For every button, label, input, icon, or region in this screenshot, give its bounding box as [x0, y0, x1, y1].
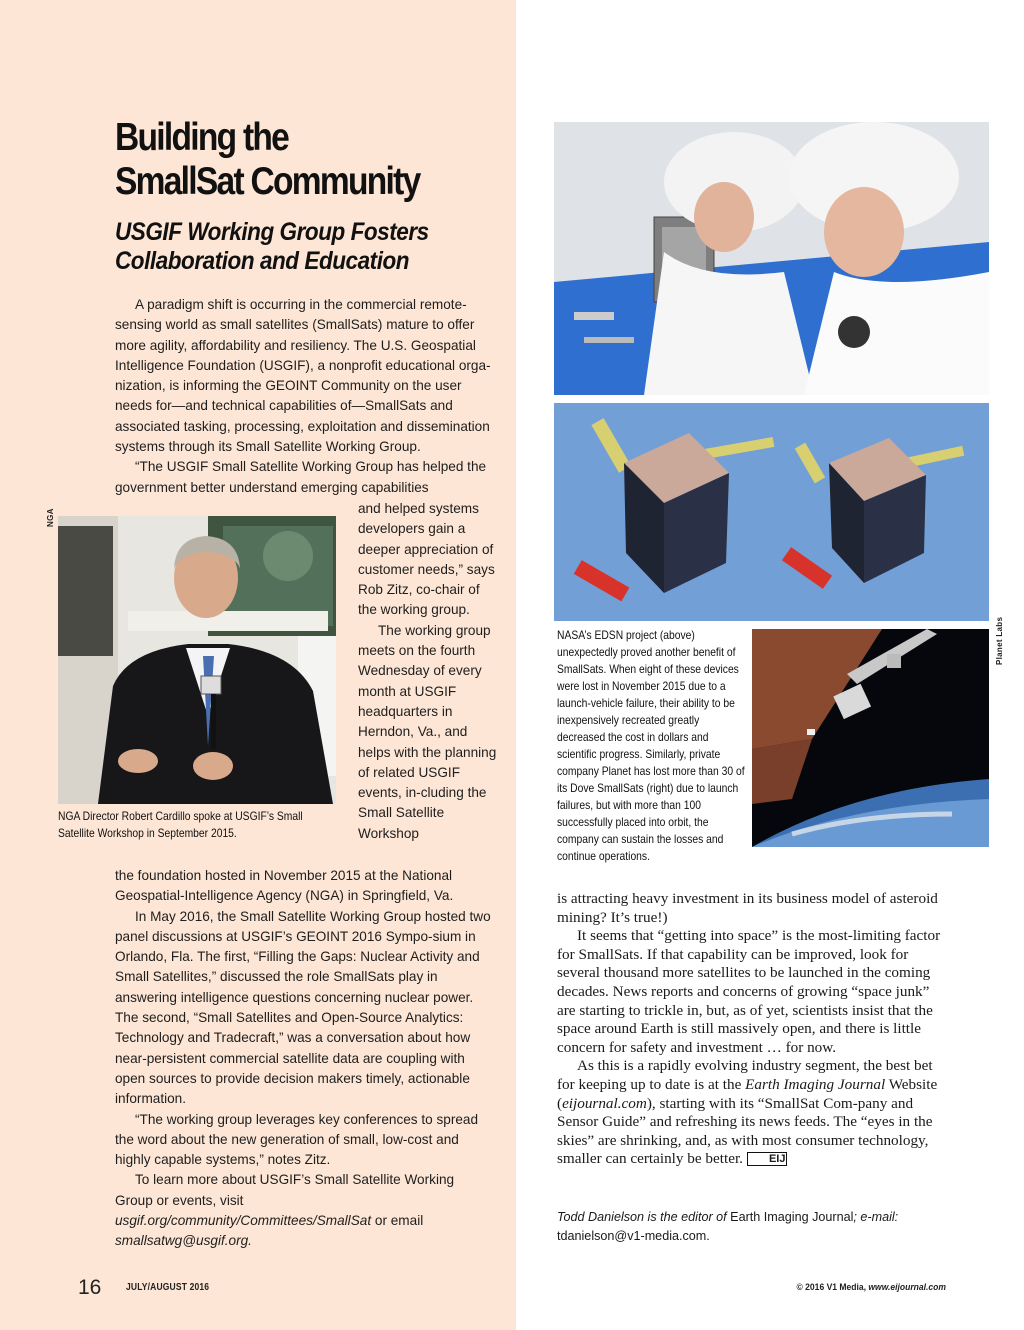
main-paragraph: It seems that “getting into space” is the most-limiting factor for SmallSats. If that capability can be improved, look for several thousand more satellites to be launched in the coming decades. News reports and concerns of growing “space junk” are starting to trickle in, but, as of yet, scientists insist that the space around Earth is still massively open, and there is little concern for safety and investment … for now. — [557, 927, 941, 1056]
website-link[interactable]: eijournal.com — [562, 1094, 647, 1112]
article-subtitle — [115, 218, 457, 276]
sidebar-paragraph: the foundation hosted in November 2015 at the National Geospatial-Intelligence Agency (NGA) in Springfield, Va. — [115, 868, 454, 904]
issue-date: JULY/AUGUST 2016 — [126, 1282, 210, 1293]
photo-caption-nga: NGA Director Robert Cardillo spoke at USGIF’s Small Satellite Workshop in September 2015. — [58, 809, 303, 840]
sidebar-paragraph: A paradigm shift is occurring in the commercial remote-sensing world as small satellites (SmallSats) mature to offer more agility, affordability and resiliency. The U.S. Geospatial Intelligence Foundation (USGIF), a nonprofit educational orga-nization, is informing the GEOINT Community on the user needs for—and technical capabilities of—SmallSats and associated tasking, processing, exploitation and dissemination systems through its Small Satellite Working Group. — [115, 297, 491, 455]
title-line-1: Building the — [115, 116, 289, 159]
bio-journal-name: Earth Imaging Journal — [730, 1210, 854, 1224]
photo-credit-planet: Planet Labs — [995, 616, 1004, 665]
photo-credit-nga: NGA — [46, 508, 55, 527]
end-mark-logo: EIJ — [747, 1152, 788, 1166]
sidebar-paragraph: and helped systems developers gain a deeper appreciation of customer needs,” says Rob Zitz, co-chair of the working group. — [358, 501, 495, 618]
sidebar-paragraph: “The USGIF Small Satellite Working Group has helped the government better understand emerging capabilities — [115, 459, 487, 495]
main-paragraph-final: As this is a rapidly evolving industry segment, the best bet for keeping up to date is at the Earth Imaging Journal Website (eijournal.com), starting with its “SmallSat Com-pany and Sensor Guide” and refreshing its news feeds. The “eyes in the skies” are shrinking, and, as with most consumer technology, smaller can certainly be better. EIJ — [557, 1057, 938, 1168]
title-line-2: SmallSat Community — [115, 160, 420, 203]
main-article-text — [557, 890, 947, 1169]
sidebar-paragraph: “The working group leverages key conferences to spread the word about the new generation of small, low-cost and highly capable systems,” notes Zitz. — [115, 1111, 479, 1168]
sidebar-paragraph: The working group meets on the fourth Wednesday of every month at USGIF headquarters in Herndon, Va., and helps with the planning of related USGIF events, in-cluding the Small Satellite Workshop — [358, 622, 497, 841]
bio-email[interactable]: tdanielson@v1-media.com. — [557, 1229, 710, 1243]
sidebar-paragraph-contact: To learn more about USGIF’s Small Satellite Working Group or events, visit usgif.org/community/Committees/SmallSat or email smallsatwg@usgif.org. — [115, 1172, 455, 1249]
email-link[interactable]: smallsatwg@usgif.org. — [115, 1233, 252, 1249]
dove-satellites-photo — [752, 629, 989, 847]
article-title — [115, 116, 442, 204]
author-bio: Todd Danielson is the editor of Earth Imaging Journal; e-mail: tdanielson@v1-media.com. — [557, 1210, 899, 1243]
sidebar-paragraph: In May 2016, the Small Satellite Working Group hosted two panel discussions at USGIF’s GEOINT 2016 Sympo-sium in Orlando, Fla. The first, “Filling the Gaps: Nuclear Activity and Small Satellites,” discussed the role SmallSats play in answering intelligence questions concerning nuclear power. The second, “Small Satellites and Open-Source Analytics: Technology and Tradecraft,” was a conversation about how near-persistent commercial satellite data are coupling with open sources to provide decision makers timely, actionable information. — [115, 908, 491, 1107]
page-number: 16 — [78, 1276, 102, 1299]
sidebar-text-upper — [115, 295, 491, 498]
cardillo-photo — [58, 516, 336, 804]
subtitle-line-2: Collaboration and Education — [115, 247, 410, 275]
footer-website-link[interactable]: www.eijournal.com — [868, 1282, 946, 1293]
edsn-satellites-photo — [554, 403, 989, 621]
journal-name: Earth Imaging Journal — [745, 1075, 886, 1093]
sidebar-text-lower — [115, 866, 491, 1252]
main-paragraph: is attracting heavy investment in its business model of asteroid mining? It’s true!) — [557, 890, 938, 926]
photo-caption-satellites: NASA’s EDSN project (above) unexpectedly proved another benefit of SmallSats. When eight of these devices were lost in November 2015 due to a launch-vehicle failure, their ability to be inexpensively recreated greatly decreased the cost in dollars and scientific progress. Similarly, private company Planet has lost more than 30 of its Dove SmallSats (right) due to launch failures, but with more than 100 successfully placed into orbit, the company can sustain the losses and continue operations. — [557, 628, 745, 863]
lab-technicians-photo — [554, 122, 989, 395]
copyright-line: © 2016 V1 Media, www.eijournal.com — [796, 1282, 946, 1293]
subtitle-line-1: USGIF Working Group Fosters — [115, 218, 429, 246]
sidebar-text-narrow — [358, 499, 498, 844]
committee-link[interactable]: usgif.org/community/Committees/SmallSat — [115, 1213, 372, 1229]
